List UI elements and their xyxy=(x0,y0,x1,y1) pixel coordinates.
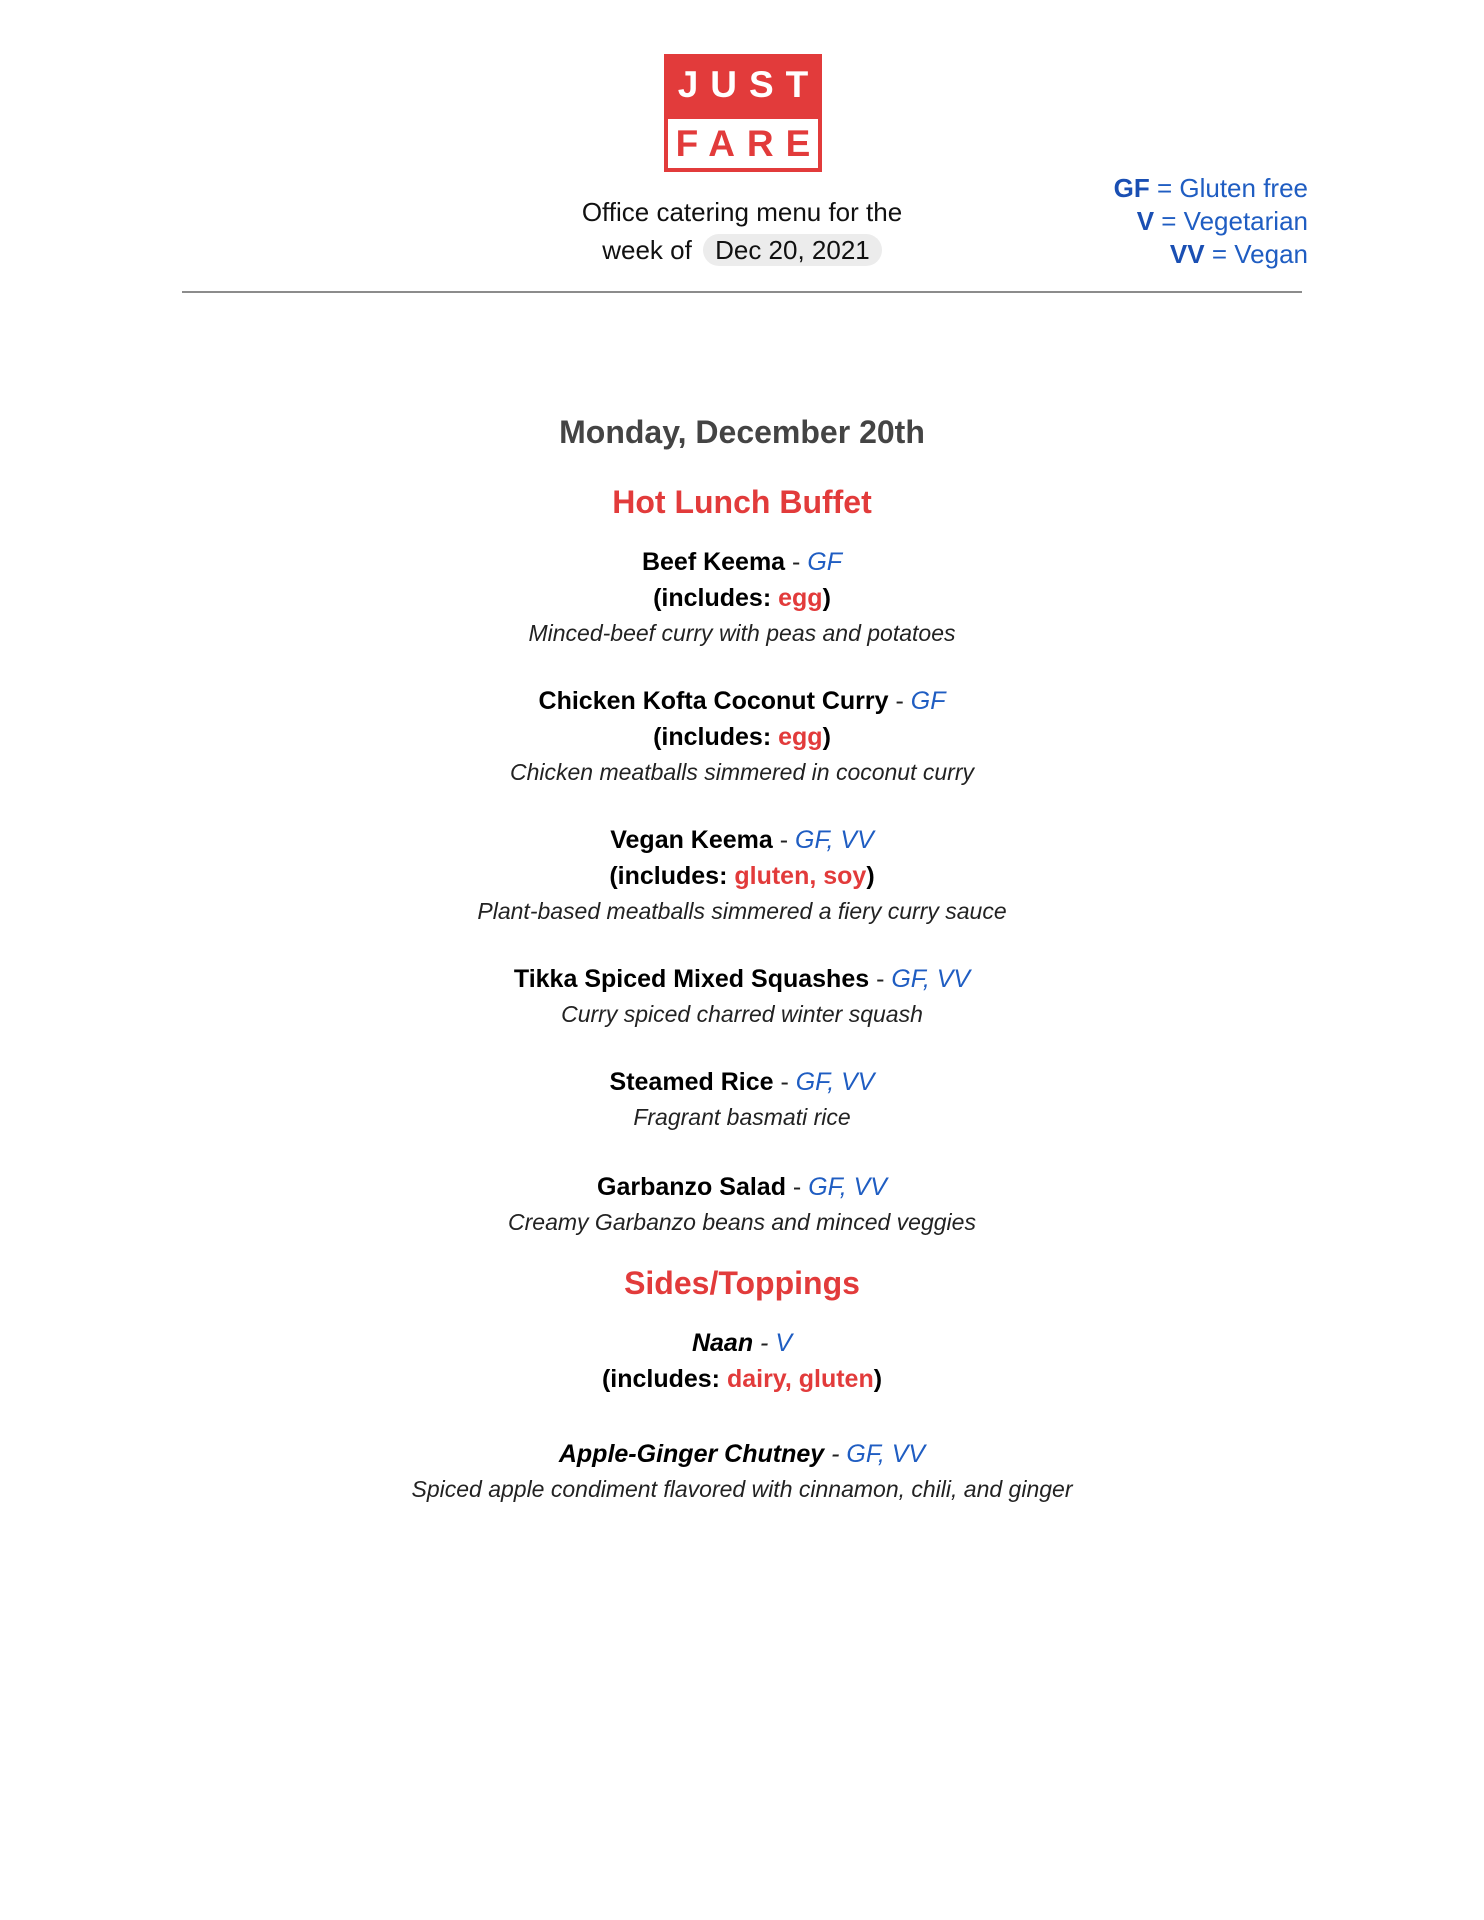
dish-allergens xyxy=(242,858,1242,894)
dish-garbanzo-salad xyxy=(242,1169,1242,1239)
dish-name: Naan xyxy=(691,1329,754,1357)
dish-steamed-rice xyxy=(242,1064,1242,1134)
separator: - xyxy=(773,1068,796,1096)
dish-name: Steamed Rice xyxy=(609,1068,774,1096)
dish-name-line xyxy=(242,822,1242,858)
separator: - xyxy=(785,1173,809,1201)
just-fare-logo xyxy=(664,54,822,172)
dish-beef-keema xyxy=(242,544,1242,650)
dish-name-line xyxy=(242,1169,1242,1205)
subtitle-prefix: week of xyxy=(602,235,692,265)
dish-description: Spiced apple condiment flavored with cinnamon, chili, and ginger xyxy=(411,1476,1073,1502)
allergen-list: gluten, soy xyxy=(734,862,867,890)
dish-name: Apple-Ginger Chutney xyxy=(558,1440,825,1468)
legend-meaning: = Vegan xyxy=(1211,239,1308,269)
dish-tikka-spiced-mixed-squashes xyxy=(242,961,1242,1031)
side-naan xyxy=(242,1325,1242,1397)
dish-description: Curry spiced charred winter squash xyxy=(561,1001,923,1027)
includes-label: (includes: xyxy=(601,1365,727,1393)
dish-name: Beef Keema xyxy=(641,548,786,576)
legend-code: GF xyxy=(1113,173,1150,203)
section-hot-lunch-buffet: Hot Lunch Buffet xyxy=(612,484,872,520)
dish-chicken-kofta-coconut-curry xyxy=(242,683,1242,789)
dish-name-line xyxy=(242,1325,1242,1361)
dish-description: Creamy Garbanzo beans and minced veggies xyxy=(508,1209,976,1235)
dish-description: Plant-based meatballs simmered a fiery curry sauce xyxy=(477,898,1007,924)
menu-subtitle xyxy=(500,193,984,269)
allergen-list: egg xyxy=(778,584,823,612)
dish-tags: GF xyxy=(807,548,843,576)
logo-line-2: FARE xyxy=(664,115,822,172)
legend-meaning: = Gluten free xyxy=(1156,173,1308,203)
separator: - xyxy=(888,687,911,715)
dish-name: Chicken Kofta Coconut Curry xyxy=(538,687,889,715)
legend-code: V xyxy=(1136,206,1155,236)
dish-tags: GF, VV xyxy=(795,1068,875,1096)
week-date-chip[interactable]: Dec 20, 2021 xyxy=(703,234,882,266)
logo-line-1: JUST xyxy=(664,54,822,115)
includes-label: (includes: xyxy=(609,862,735,890)
dish-vegan-keema xyxy=(242,822,1242,928)
includes-close: ) xyxy=(822,584,831,612)
day-title: Monday, December 20th xyxy=(559,414,925,450)
separator: - xyxy=(869,965,892,993)
dish-description: Chicken meatballs simmered in coconut curry xyxy=(509,759,974,785)
separator: - xyxy=(753,1329,776,1357)
dish-allergens xyxy=(242,1361,1242,1397)
separator: - xyxy=(772,826,796,854)
dish-tags: GF, VV xyxy=(846,1440,926,1468)
dish-allergens xyxy=(242,580,1242,616)
legend-item-vv xyxy=(1114,238,1308,271)
header-divider xyxy=(182,291,1302,293)
allergen-list: egg xyxy=(778,723,823,751)
includes-label: (includes: xyxy=(653,723,779,751)
dish-description: Minced-beef curry with peas and potatoes xyxy=(528,620,956,646)
includes-label: (includes: xyxy=(653,584,779,612)
includes-close: ) xyxy=(822,723,831,751)
dish-name: Vegan Keema xyxy=(610,826,773,854)
dish-name-line xyxy=(242,961,1242,997)
dish-name-line xyxy=(242,544,1242,580)
dish-tags: GF, VV xyxy=(891,965,971,993)
section-sides-toppings: Sides/Toppings xyxy=(624,1265,860,1301)
legend-item-v xyxy=(1114,205,1308,238)
side-apple-ginger-chutney xyxy=(242,1436,1242,1506)
dish-description: Fragrant basmati rice xyxy=(633,1104,851,1130)
dish-name: Garbanzo Salad xyxy=(597,1173,786,1201)
legend-item-gf xyxy=(1114,172,1308,205)
subtitle-line-1: Office catering menu for the xyxy=(581,197,903,227)
legend-meaning: = Vegetarian xyxy=(1161,206,1308,236)
dish-tags: GF, VV xyxy=(808,1173,887,1201)
separator: - xyxy=(785,548,808,576)
allergen-list: dairy, gluten xyxy=(726,1365,874,1393)
legend-code: VV xyxy=(1169,239,1205,269)
separator: - xyxy=(824,1440,847,1468)
dish-allergens xyxy=(242,719,1242,755)
dish-name-line xyxy=(242,683,1242,719)
includes-close: ) xyxy=(873,1365,883,1393)
dish-name-line xyxy=(242,1436,1242,1472)
dish-tags: GF xyxy=(910,687,946,715)
includes-close: ) xyxy=(866,862,875,890)
subtitle-line-2 xyxy=(500,231,984,269)
dietary-legend xyxy=(1114,172,1308,271)
dish-name-line xyxy=(242,1064,1242,1100)
dish-tags: GF, VV xyxy=(795,826,874,854)
dish-name: Tikka Spiced Mixed Squashes xyxy=(513,965,870,993)
dish-tags: V xyxy=(775,1329,793,1357)
